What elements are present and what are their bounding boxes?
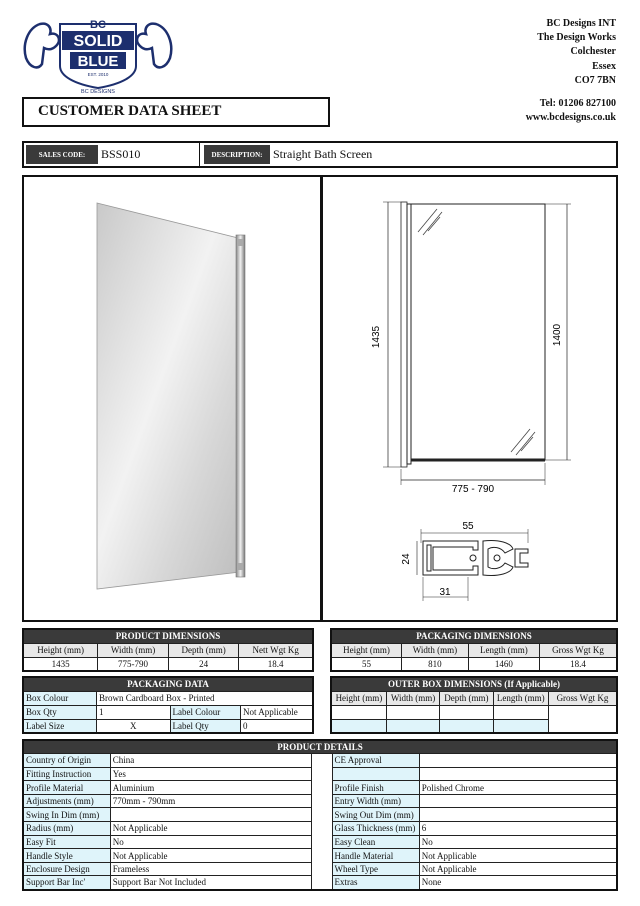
bath-screen-photo	[24, 177, 320, 620]
product-details-title: PRODUCT DETAILS	[23, 740, 617, 754]
packaging-data-table	[22, 676, 314, 734]
profile-height-dim: 24	[401, 553, 412, 565]
description-value: Straight Bath Screen	[273, 147, 373, 161]
detail-value-right: 6	[419, 822, 617, 836]
profile-depth-dim: 31	[439, 587, 451, 598]
ob-cell	[440, 705, 493, 719]
detail-row	[23, 794, 617, 808]
ob-cell	[386, 719, 439, 733]
logo-line1: SOLID	[73, 33, 123, 50]
detail-value-right: None	[419, 876, 617, 890]
detail-row	[23, 822, 617, 836]
product-details-table	[22, 739, 618, 891]
height-inner-dim: 1400	[552, 323, 563, 347]
detail-value-right: Not Applicable	[419, 862, 617, 876]
detail-row	[23, 781, 617, 795]
company-address	[537, 17, 616, 88]
packaging-dimensions-table	[330, 628, 618, 672]
detail-label-right: CE Approval	[332, 754, 419, 768]
label-qty-label: Label Qty	[170, 719, 240, 733]
pd-value-depth: 24	[168, 657, 238, 671]
detail-gap	[312, 754, 332, 768]
pd-header-depth: Depth (mm)	[168, 643, 238, 657]
ob-cell	[493, 719, 548, 733]
detail-value-left: Yes	[110, 767, 312, 781]
detail-label-left: Easy Fit	[23, 835, 110, 849]
sales-code-row	[22, 141, 618, 168]
pd-header-width: Width (mm)	[98, 643, 169, 657]
detail-label-left: Radius (mm)	[23, 822, 110, 836]
address-line-1: The Design Works	[537, 32, 616, 44]
box-qty-value: 1	[97, 705, 171, 719]
detail-gap	[312, 822, 332, 836]
ob-cell	[331, 705, 386, 719]
product-photo-frame	[22, 175, 322, 622]
detail-label-left: Fitting Instruction	[23, 767, 110, 781]
address-line-3: Essex	[592, 60, 616, 72]
pkd-value-weight: 18.4	[540, 657, 617, 671]
detail-value-right	[419, 794, 617, 808]
detail-value-right: No	[419, 835, 617, 849]
detail-label-right: Easy Clean	[332, 835, 419, 849]
detail-gap	[312, 767, 332, 781]
detail-value-right	[419, 754, 617, 768]
description-label: DESCRIPTION:	[204, 145, 270, 164]
left-arm-graphic	[25, 24, 59, 68]
detail-row	[23, 876, 617, 890]
detail-label-right: Profile Finish	[332, 781, 419, 795]
detail-value-left: Aluminium	[110, 781, 312, 795]
pkd-header-height: Height (mm)	[331, 643, 402, 657]
glass-outline	[411, 204, 545, 460]
detail-label-left: Profile Material	[23, 781, 110, 795]
pkd-header-weight: Gross Wgt Kg	[540, 643, 617, 657]
detail-gap	[312, 808, 332, 822]
logo-sub: BC DESIGNS	[81, 89, 115, 94]
label-size-value: X	[97, 719, 171, 733]
packaging-data-title: PACKAGING DATA	[23, 677, 313, 691]
detail-gap	[312, 781, 332, 795]
detail-value-left: Not Applicable	[110, 822, 312, 836]
detail-gap	[312, 876, 332, 890]
ob-empty	[548, 719, 617, 733]
label-colour-value: Not Applicable	[240, 705, 313, 719]
outer-box-table	[330, 676, 618, 734]
label-size-label: Label Size	[23, 719, 97, 733]
label-qty-value: 0	[240, 719, 313, 733]
detail-label-left: Support Bar Inc'	[23, 876, 110, 890]
detail-value-left: China	[110, 754, 312, 768]
pkd-header-length: Length (mm)	[468, 643, 539, 657]
detail-value-left: 770mm - 790mm	[110, 794, 312, 808]
row-divider	[199, 143, 200, 166]
detail-gap	[312, 835, 332, 849]
detail-label-right: Extras	[332, 876, 419, 890]
bc-solid-blue-logo	[22, 14, 174, 94]
detail-value-right	[419, 808, 617, 822]
outer-box-title: OUTER BOX DIMENSIONS (If Applicable)	[331, 677, 617, 691]
detail-label-left: Enclosure Design	[23, 862, 110, 876]
website-link[interactable]: www.bcdesigns.co.uk	[525, 112, 616, 124]
detail-gap	[312, 862, 332, 876]
ob-cell	[331, 719, 386, 733]
detail-value-left: Frameless	[110, 862, 312, 876]
detail-label-right: Glass Thickness (mm)	[332, 822, 419, 836]
detail-gap	[312, 794, 332, 808]
detail-value-right: Polished Chrome	[419, 781, 617, 795]
ob-header-length: Length (mm)	[493, 691, 548, 705]
ob-cell	[493, 705, 548, 719]
detail-value-left: Support Bar Not Included	[110, 876, 312, 890]
detail-label-left: Handle Style	[23, 849, 110, 863]
packaging-dimensions-title: PACKAGING DIMENSIONS	[331, 629, 617, 643]
detail-gap	[312, 849, 332, 863]
detail-value-left	[110, 808, 312, 822]
logo-line2: BLUE	[77, 53, 119, 70]
ob-cell	[386, 705, 439, 719]
technical-drawing	[323, 177, 616, 620]
ob-empty	[548, 705, 617, 719]
postcode: CO7 7BN	[574, 74, 616, 86]
detail-label-left: Swing In Dim (mm)	[23, 808, 110, 822]
ob-header-width: Width (mm)	[386, 691, 439, 705]
right-arm-graphic	[137, 24, 171, 68]
logo-est: EST. 2010	[87, 72, 109, 77]
detail-row	[23, 808, 617, 822]
profile-width-dim: 55	[462, 521, 474, 532]
pd-header-weight: Nett Wgt Kg	[239, 643, 313, 657]
detail-value-right	[419, 767, 617, 781]
company-name: BC Designs INT	[546, 18, 616, 29]
box-qty-label: Box Qty	[23, 705, 97, 719]
detail-row	[23, 754, 617, 768]
detail-value-left: No	[110, 835, 312, 849]
box-colour-value: Brown Cardboard Box - Printed	[97, 691, 314, 705]
ob-cell	[440, 719, 493, 733]
pd-value-height: 1435	[23, 657, 98, 671]
telephone: Tel: 01206 827100	[539, 98, 616, 109]
pd-value-width: 775-790	[98, 657, 169, 671]
detail-row	[23, 767, 617, 781]
detail-row	[23, 835, 617, 849]
detail-value-left: Not Applicable	[110, 849, 312, 863]
ob-header-depth: Depth (mm)	[440, 691, 493, 705]
product-dimensions-title: PRODUCT DIMENSIONS	[23, 629, 313, 643]
detail-label-right: Entry Width (mm)	[332, 794, 419, 808]
detail-row	[23, 862, 617, 876]
box-colour-label: Box Colour	[23, 691, 97, 705]
page-title: CUSTOMER DATA SHEET	[22, 97, 330, 127]
glass-panel	[97, 203, 240, 589]
detail-label-right: Wheel Type	[332, 862, 419, 876]
pd-value-weight: 18.4	[239, 657, 313, 671]
technical-drawing-frame	[321, 175, 618, 622]
detail-row	[23, 849, 617, 863]
pd-header-height: Height (mm)	[23, 643, 98, 657]
pkd-header-width: Width (mm)	[402, 643, 469, 657]
detail-label-right: Swing Out Dim (mm)	[332, 808, 419, 822]
width-dim: 775 - 790	[451, 484, 495, 495]
ob-header-weight: Gross Wgt Kg	[548, 691, 617, 705]
detail-label-left: Adjustments (mm)	[23, 794, 110, 808]
detail-value-right: Not Applicable	[419, 849, 617, 863]
sales-code-value: BSS010	[101, 147, 141, 161]
contact-info	[526, 97, 616, 125]
height-outer-dim: 1435	[371, 325, 382, 349]
sales-code-label: SALES CODE:	[26, 145, 98, 164]
detail-label-left: Country of Origin	[23, 754, 110, 768]
pkd-value-width: 810	[402, 657, 469, 671]
address-line-2: Colchester	[570, 46, 616, 58]
product-dimensions-table	[22, 628, 314, 672]
detail-label-right: Handle Material	[332, 849, 419, 863]
logo-top-text: BC	[90, 19, 106, 31]
label-colour-label: Label Colour	[170, 705, 240, 719]
pkd-value-length: 1460	[468, 657, 539, 671]
pkd-value-height: 55	[331, 657, 402, 671]
profile-section	[423, 540, 528, 575]
wall-profile	[236, 235, 245, 577]
ob-header-height: Height (mm)	[331, 691, 386, 705]
detail-label-right	[332, 767, 419, 781]
product-details-body	[23, 754, 617, 890]
